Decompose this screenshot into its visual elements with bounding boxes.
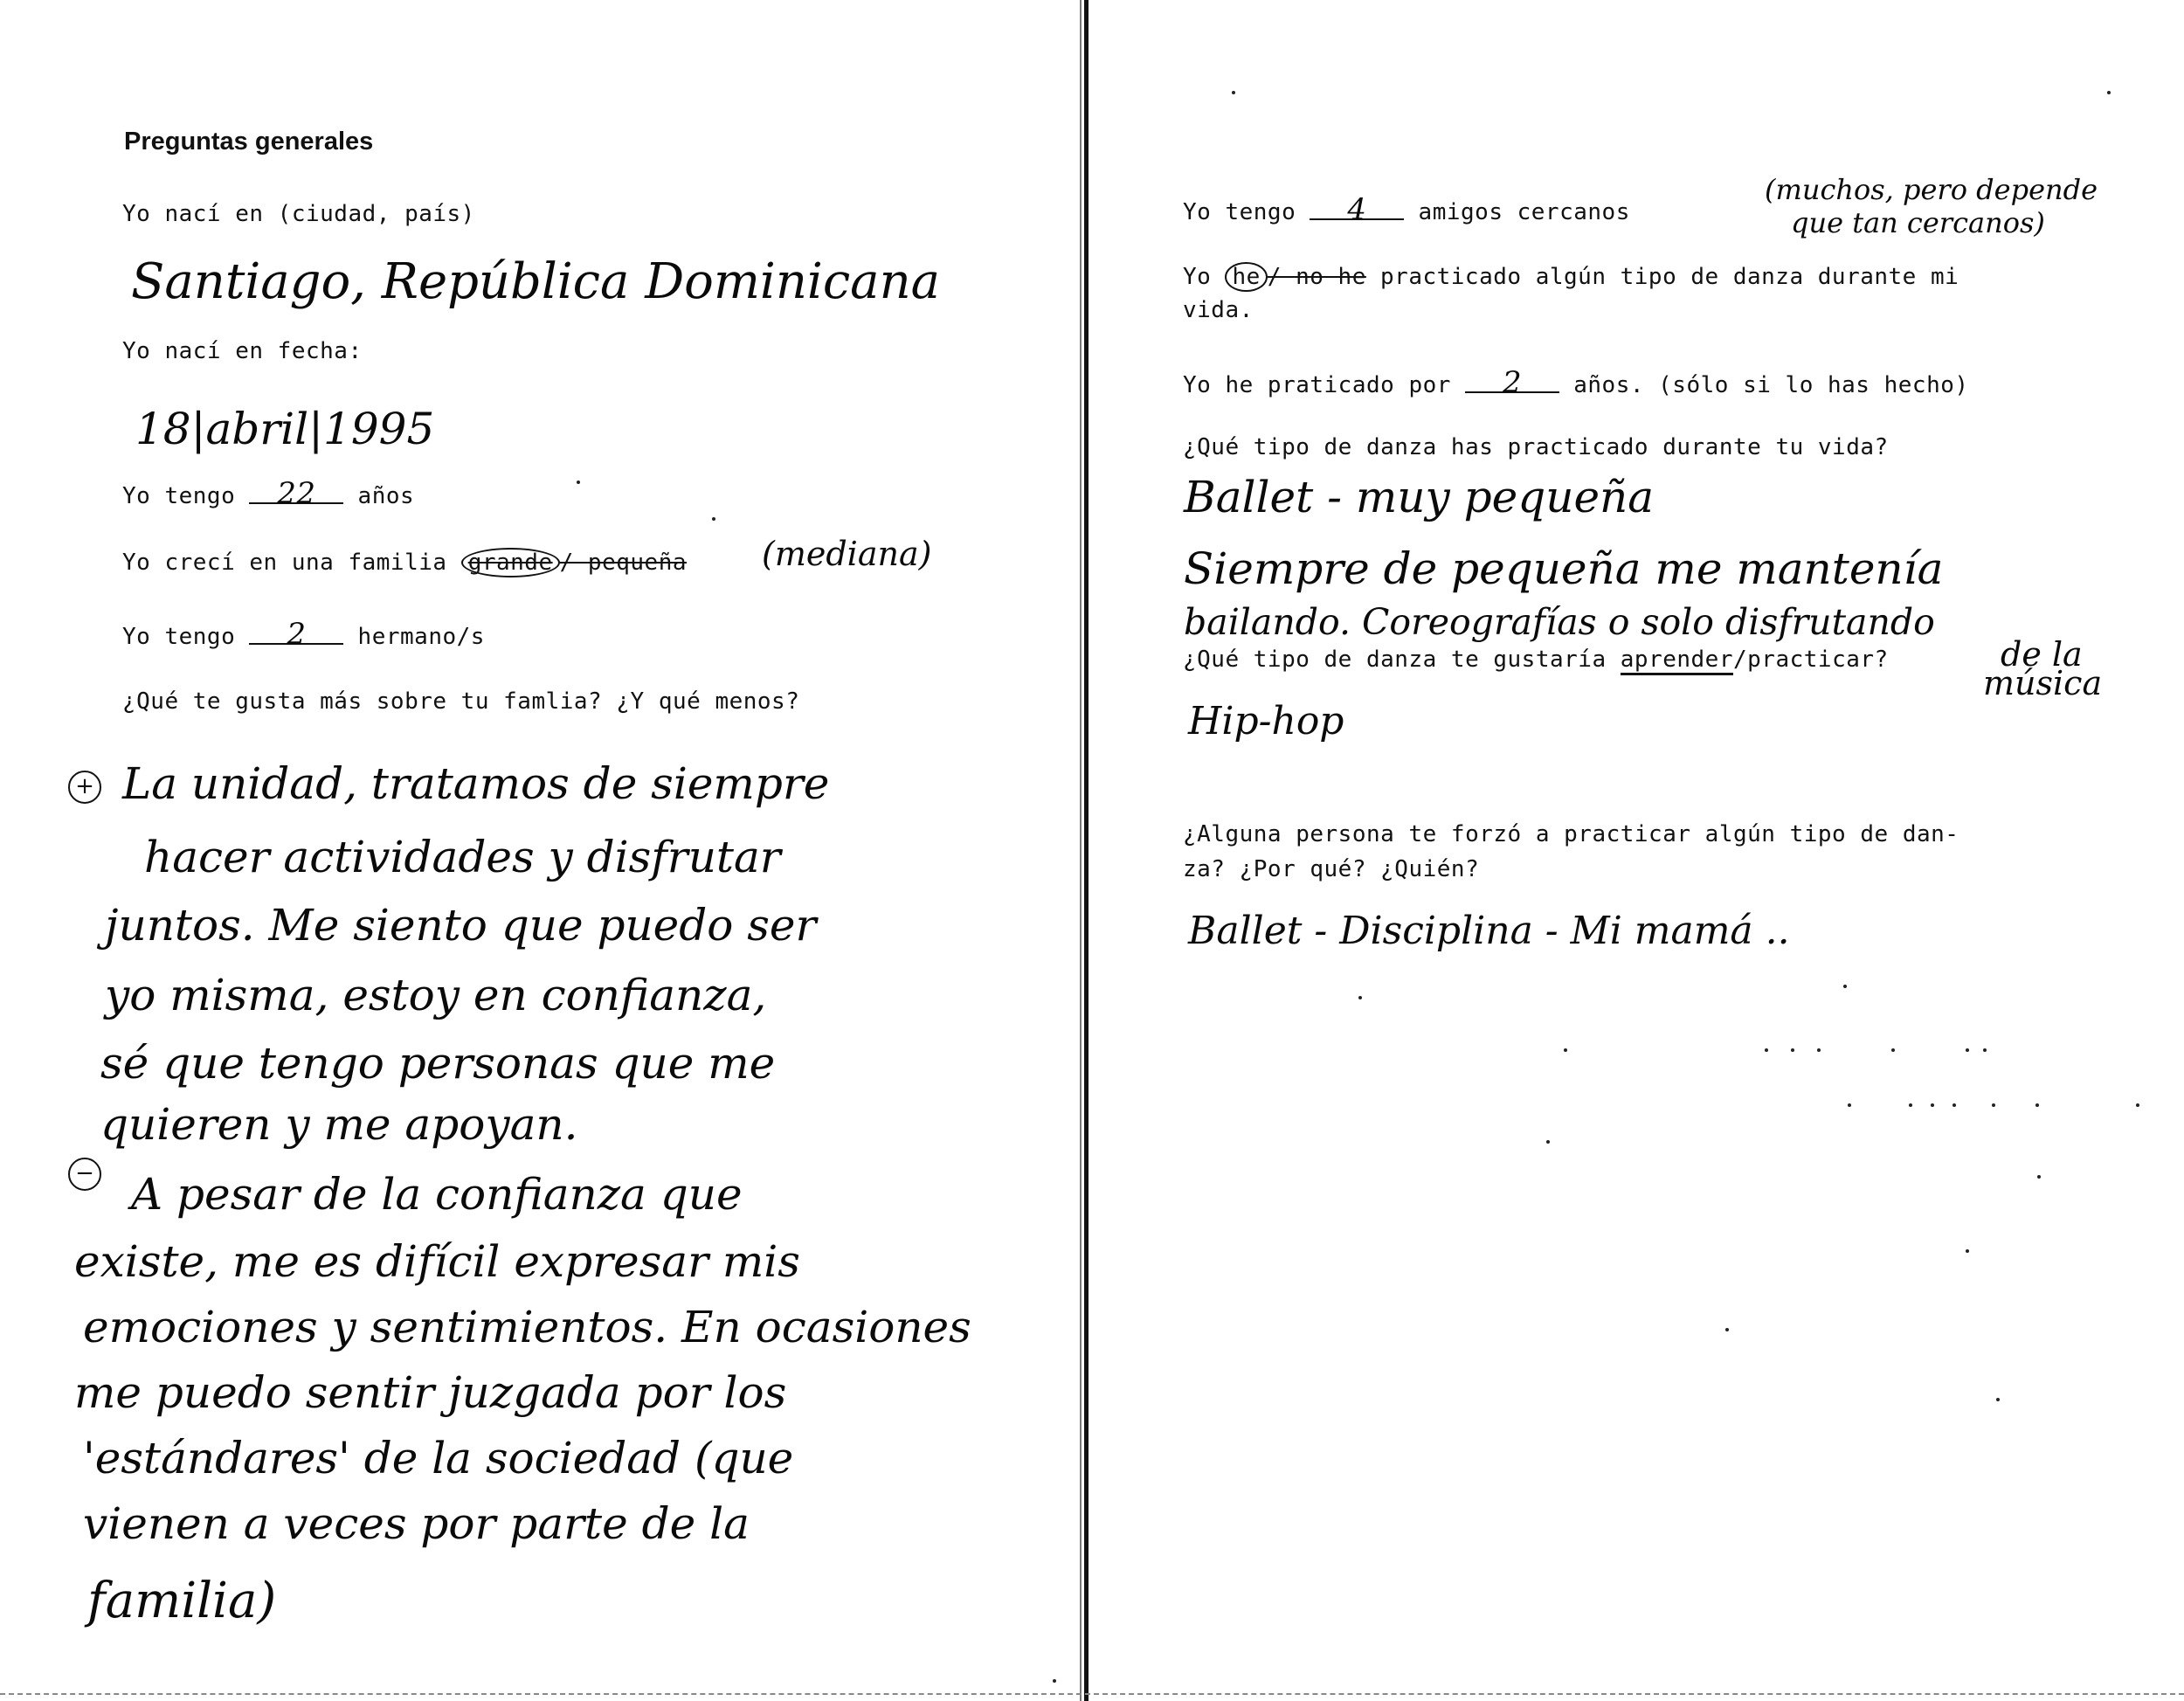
learn-suffix: /practicar? xyxy=(1733,647,1889,673)
family-option-big: grande xyxy=(461,548,560,577)
scan-speck xyxy=(2035,1103,2039,1107)
family-option-small: pequeña xyxy=(587,550,687,576)
scan-speck xyxy=(1546,1140,1550,1144)
section-title: Preguntas generales xyxy=(124,128,374,156)
dance-rest: practicado algún tipo de danza durante mi xyxy=(1365,264,1959,290)
question-dance-types: ¿Qué tipo de danza has practicado durante tu vida? xyxy=(1183,434,1889,460)
minus-marker xyxy=(68,1158,108,1191)
question-birthdate: Yo nací en fecha: xyxy=(122,338,363,364)
scan-speck xyxy=(2037,1175,2041,1179)
question-birthplace: Yo nací en (ciudad, país) xyxy=(122,201,475,227)
friends-suffix: amigos cercanos xyxy=(1418,199,1630,225)
plus-line: juntos. Me siento que puedo ser xyxy=(105,900,817,951)
question-family-likes: ¿Qué te gusta más sobre tu famlia? ¿Y qué menos? xyxy=(122,688,800,715)
scan-speck xyxy=(1966,1249,1969,1253)
siblings-prefix: Yo tengo xyxy=(122,624,236,650)
dance-option-he: he xyxy=(1225,262,1267,292)
scan-speck xyxy=(1891,1048,1895,1052)
bottom-page-edge xyxy=(0,1693,2184,1695)
left-page xyxy=(0,0,1083,1701)
friends-note-line2: que tan cercanos) xyxy=(1791,206,2045,239)
age-suffix: años xyxy=(357,483,415,509)
siblings-value: 2 xyxy=(287,617,307,652)
scan-speck xyxy=(1983,1048,1987,1052)
page-spine xyxy=(1084,0,1089,1701)
question-siblings xyxy=(122,617,485,650)
answer-dance-types-line: bailando. Coreografías o solo disfrutando xyxy=(1184,601,1935,643)
scan-speck xyxy=(1725,1328,1729,1331)
scan-speck xyxy=(1358,996,1362,999)
scan-speck xyxy=(2136,1103,2139,1107)
scan-speck xyxy=(577,481,580,484)
answer-learn: Hip-hop xyxy=(1188,699,1344,743)
learn-underlined: aprender xyxy=(1621,647,1733,675)
scan-speck xyxy=(1996,1398,2000,1401)
age-prefix: Yo tengo xyxy=(122,483,236,509)
answer-dance-types-line: Ballet - muy pequeña xyxy=(1184,472,1655,522)
minus-line: familia) xyxy=(87,1573,277,1629)
question-forced-line1: ¿Alguna persona te forzó a practicar algún tipo de dan- xyxy=(1183,821,1959,847)
minus-line: existe, me es difícil expresar mis xyxy=(74,1236,800,1287)
plus-line: quieren y me apoyan. xyxy=(100,1099,578,1150)
minus-line: me puedo sentir juzgada por los xyxy=(74,1367,787,1418)
years-prefix: Yo he praticado por xyxy=(1183,372,1451,398)
learn-prefix: ¿Qué tipo de danza te gustaría xyxy=(1183,647,1621,673)
answer-birthdate: 18|abril|1995 xyxy=(135,404,435,454)
question-forced-line2: za? ¿Por qué? ¿Quién? xyxy=(1183,856,1480,882)
family-prefix: Yo crecí en una familia xyxy=(122,550,461,576)
question-family-size xyxy=(122,548,687,577)
plus-line: sé que tengo personas que me xyxy=(100,1038,776,1089)
scan-speck xyxy=(1848,1103,1851,1107)
plus-line: yo misma, estoy en confianza, xyxy=(105,970,767,1020)
scan-speck xyxy=(1909,1103,1912,1107)
answer-dance-types-tail2: música xyxy=(1983,664,2103,702)
minus-circle-icon: − xyxy=(68,1158,101,1191)
scan-speck xyxy=(1791,1048,1794,1052)
question-danced-line2: vida. xyxy=(1183,297,1254,323)
scan-speck xyxy=(1843,985,1847,988)
friends-blank xyxy=(1310,192,1404,227)
plus-circle-icon: + xyxy=(68,771,101,804)
family-separator: / xyxy=(559,550,588,576)
scan-speck xyxy=(1564,1048,1567,1052)
scan-speck xyxy=(1817,1048,1821,1052)
years-blank xyxy=(1465,365,1559,400)
dance-option-no-he: / no he xyxy=(1267,264,1366,290)
minus-line: A pesar de la confianza que xyxy=(131,1169,743,1220)
question-danced xyxy=(1183,262,1959,292)
minus-line: 'estándares' de la sociedad (que xyxy=(83,1433,794,1483)
friends-value: 4 xyxy=(1347,192,1367,227)
right-page xyxy=(1092,0,2184,1701)
dance-yo: Yo xyxy=(1183,264,1226,290)
siblings-suffix: hermano/s xyxy=(357,624,485,650)
family-note: (mediana) xyxy=(762,535,932,573)
question-years xyxy=(1183,365,1969,398)
scan-speck xyxy=(1966,1048,1969,1052)
plus-marker xyxy=(68,771,108,804)
friends-prefix: Yo tengo xyxy=(1183,199,1296,225)
question-learn xyxy=(1183,647,1889,675)
scan-speck xyxy=(1765,1048,1768,1052)
scan-speck xyxy=(1952,1103,1956,1107)
friends-note-line1: (muchos, pero depende xyxy=(1765,173,2098,206)
scan-speck xyxy=(1992,1103,1995,1107)
plus-line: hacer actividades y disfrutar xyxy=(144,832,781,882)
years-suffix: años. (sólo si lo has hecho) xyxy=(1573,372,1969,398)
scan-speck xyxy=(1232,91,1235,94)
years-value: 2 xyxy=(1503,365,1523,400)
answer-dance-types-line: Siempre de pequeña me mantenía xyxy=(1184,543,1944,594)
question-friends xyxy=(1183,192,1630,225)
age-value: 22 xyxy=(277,476,316,511)
plus-line: La unidad, tratamos de siempre xyxy=(122,758,830,809)
question-age xyxy=(122,476,414,509)
minus-line: emociones y sentimientos. En ocasiones xyxy=(83,1302,971,1352)
scan-speck xyxy=(2107,91,2111,94)
answer-birthplace: Santiago, República Dominicana xyxy=(131,253,941,310)
scan-speck xyxy=(1931,1103,1934,1107)
page-shadow xyxy=(1080,0,1082,1701)
answer-dance-types-tail1: de la xyxy=(2001,635,2083,674)
minus-line: vienen a veces por parte de la xyxy=(83,1498,750,1549)
answer-forced: Ballet - Disciplina - Mi mamá .. xyxy=(1188,909,1790,953)
scan-speck xyxy=(712,517,715,521)
scan-speck xyxy=(1053,1679,1056,1683)
age-blank xyxy=(249,476,343,511)
siblings-blank xyxy=(249,617,343,652)
